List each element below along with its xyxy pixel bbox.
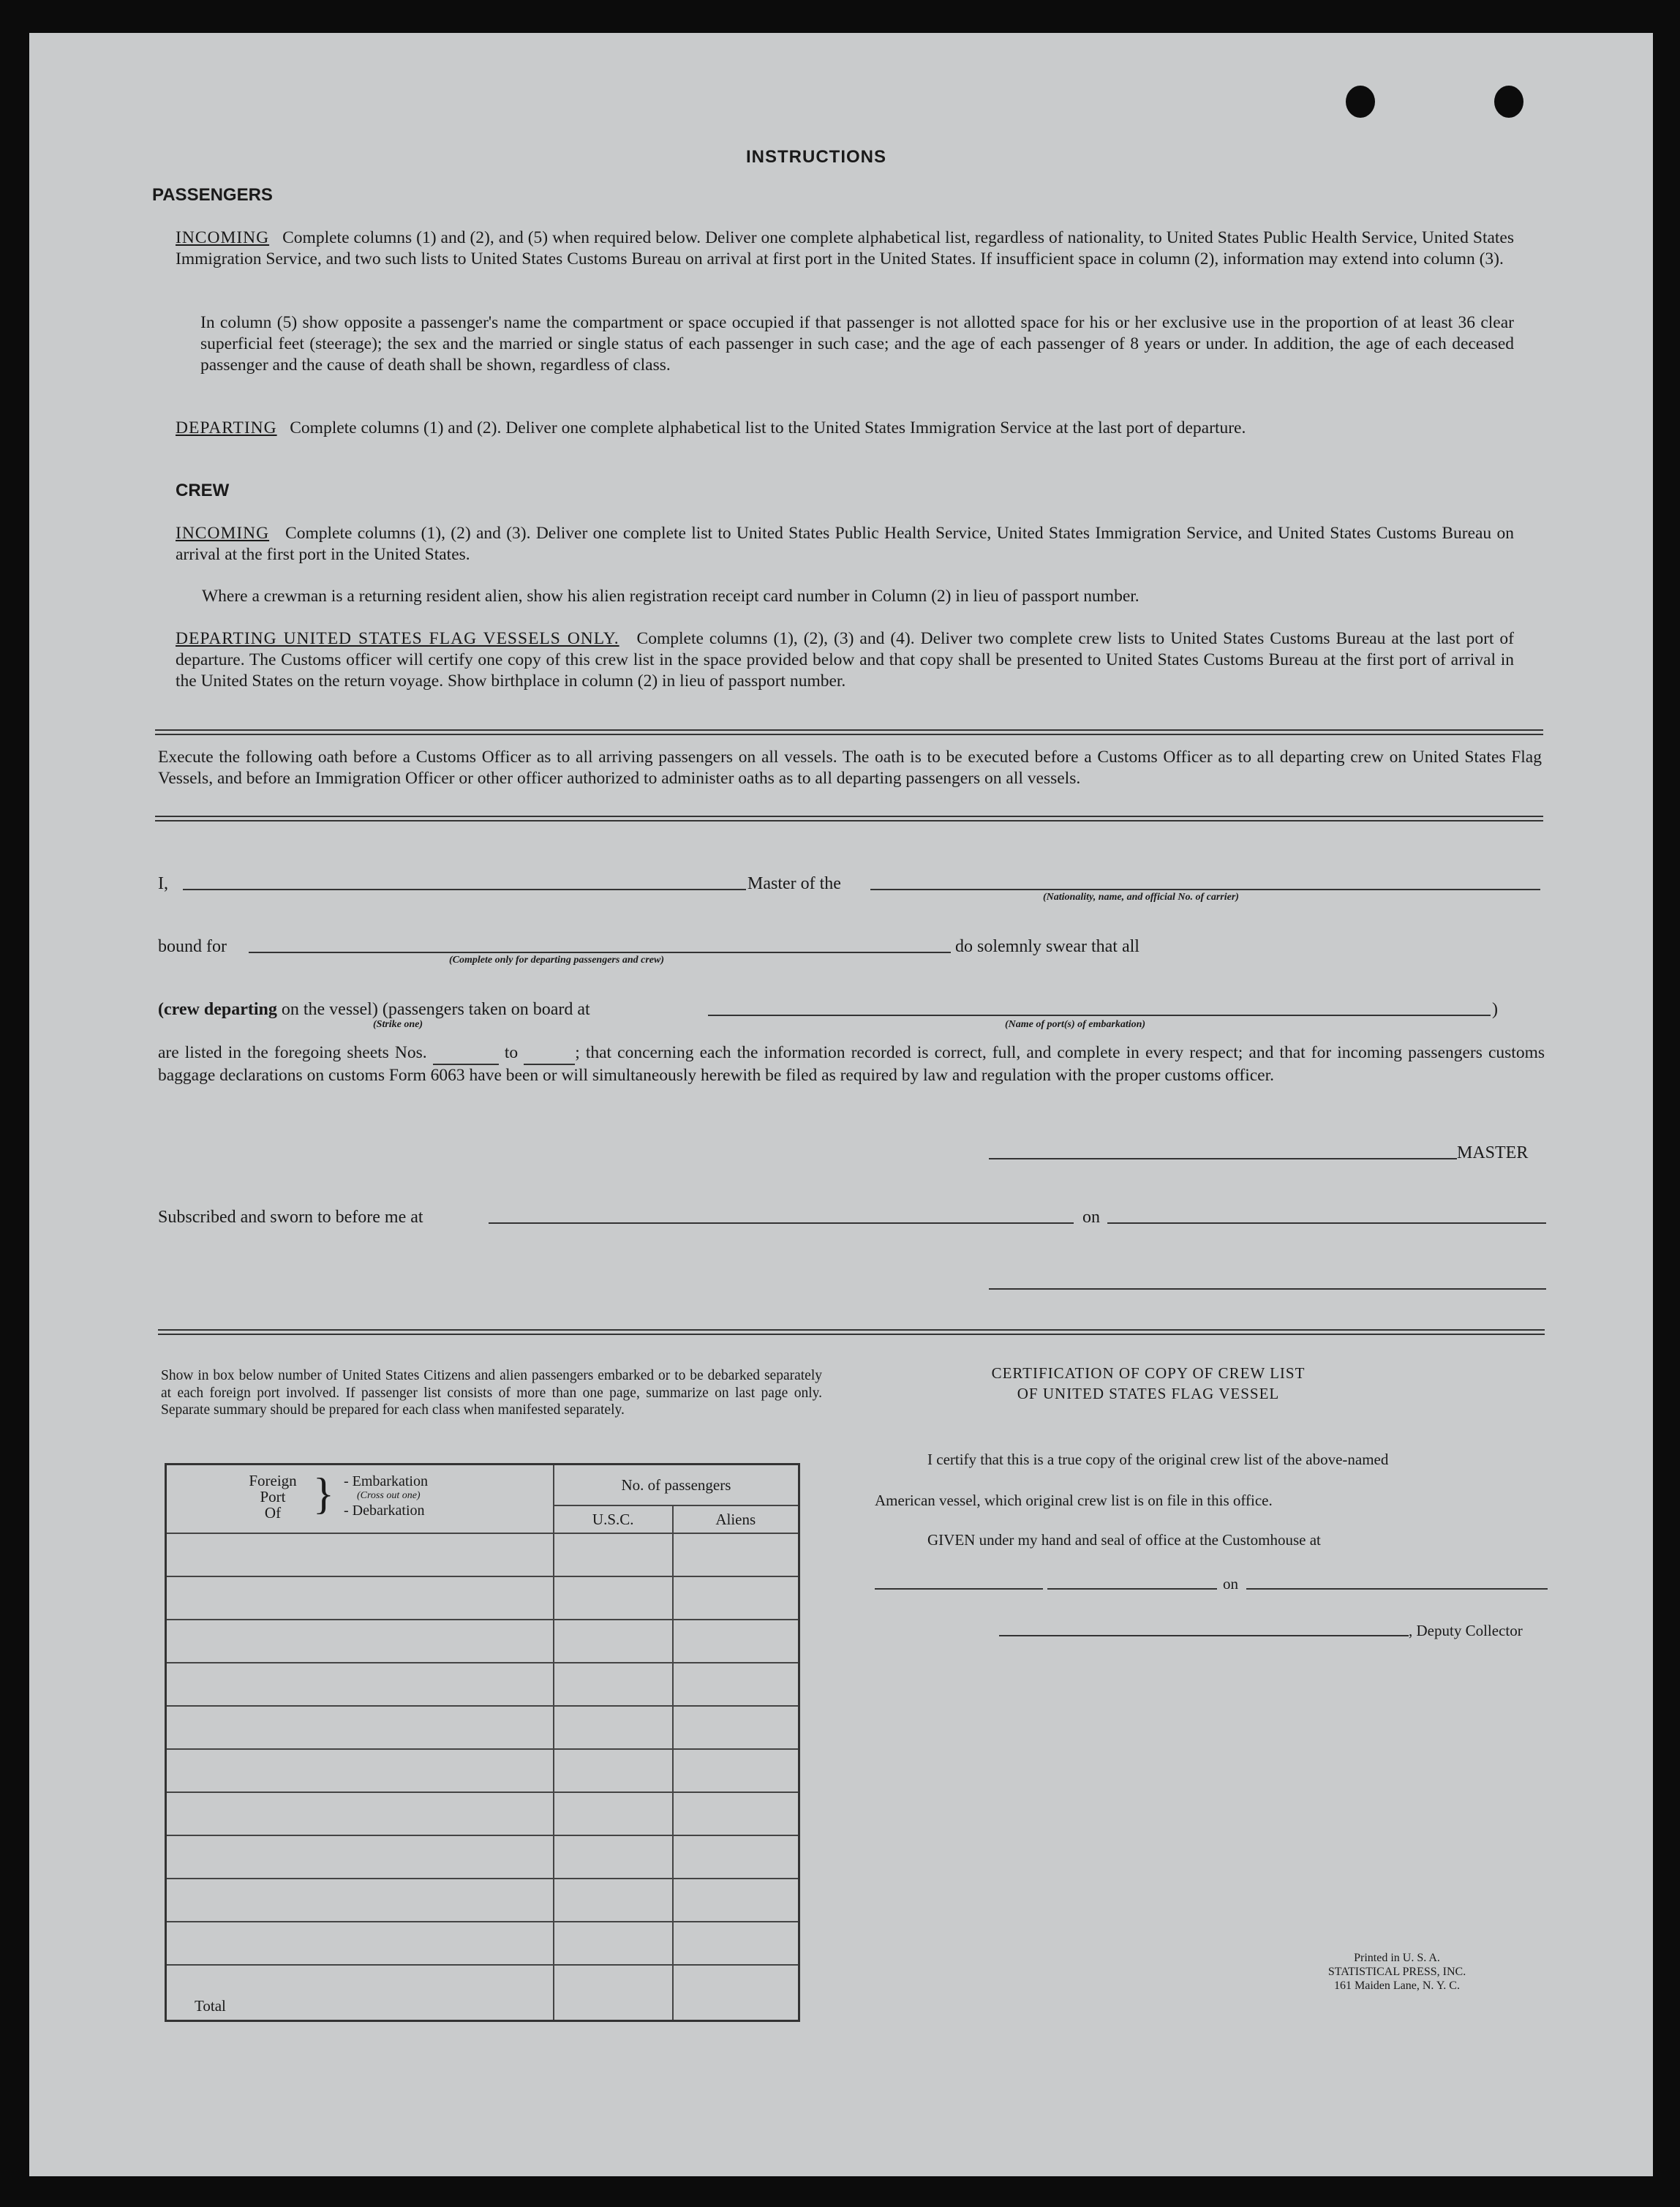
usc-cell[interactable] (554, 1706, 673, 1749)
listed-paragraph (158, 1042, 1545, 1086)
aliens-cell[interactable] (673, 1706, 799, 1749)
customhouse-field-2[interactable] (1047, 1588, 1217, 1590)
sheet-to-field[interactable] (524, 1042, 575, 1065)
of-label: Of (264, 1504, 282, 1522)
port-cell[interactable] (166, 1879, 554, 1922)
crew-incoming-label: INCOMING (176, 524, 270, 543)
certify-line1: I certify that this is a true copy of the original crew list of the above-named (927, 1451, 1389, 1468)
port-cell[interactable] (166, 1749, 554, 1792)
punch-hole (1494, 86, 1523, 118)
crew-passengers-line (158, 1000, 590, 1020)
listed-text-b: ; that concerning each the information recorded is correct, full, and complete in every respect; and that for incoming passengers customs baggage declarations on customs Form 6063 have been or will simultaneously herewith be filed as required by law and regulation with the proper customs officer. (158, 1043, 1545, 1085)
summary-note: Show in box below number of United States Citizens and alien passengers embarked or to be debarked separately at each foreign port involved. If passenger list consists of more than one page, summarize on last page only. Separate summary should be prepared for each class when manifested separately. (161, 1368, 822, 1418)
given-line: GIVEN under my hand and seal of office at the Customhouse at (927, 1531, 1321, 1549)
strike-hint: (Strike one) (373, 1019, 423, 1030)
column5-paragraph: In column (5) show opposite a passenger's name the compartment or space occupied if that passenger is not allotted space for his or her exclusive use in the proportion of at least 36 clear superficial feet (steerage); the sex and the married or single status of each passenger in such case; and the age of each passenger of 8 years or under. In addition, the age of each deceased passenger and the cause of death shall be shown, regardless of class. (200, 313, 1514, 375)
usc-cell[interactable] (554, 1620, 673, 1663)
table-row (166, 1533, 799, 1576)
divider (155, 734, 1543, 735)
divider (155, 729, 1543, 731)
passenger-summary-table (165, 1463, 800, 2022)
aliens-cell[interactable] (673, 1576, 799, 1620)
carrier-field[interactable] (870, 889, 1540, 890)
printer-line1: Printed in U. S. A. (1354, 1952, 1440, 1964)
swear-label: do solemnly swear that all (955, 937, 1140, 956)
usc-cell[interactable] (554, 1792, 673, 1835)
table-row (166, 1576, 799, 1620)
usc-cell[interactable] (554, 1749, 673, 1792)
usc-cell[interactable] (554, 1533, 673, 1576)
passengers-option: on the vessel) (passengers taken on board at (276, 1000, 590, 1019)
table-row (166, 1749, 799, 1792)
departing-text: Complete columns (1) and (2). Deliver one complete alphabetical list to the United States Immigration Service at the last port of departure. (290, 418, 1246, 437)
officer-signature-field[interactable] (989, 1288, 1546, 1290)
certification-title-line1: CERTIFICATION OF COPY OF CREW LIST (991, 1364, 1306, 1382)
usc-cell[interactable] (554, 1835, 673, 1879)
crew-incoming-text: Complete columns (1), (2) and (3). Deliver one complete list to United States Public Health Service, United States Immigration Service, and United States Customs Bureau on arrival at the first port in the United States. (176, 524, 1514, 564)
usc-header: U.S.C. (554, 1505, 673, 1533)
port-cell[interactable] (166, 1576, 554, 1620)
aliens-total-cell[interactable] (673, 1965, 799, 2021)
table-row (166, 1663, 799, 1706)
total-label: Total (166, 1965, 554, 2021)
cert-on-label: on (1223, 1575, 1238, 1593)
master-of-the-label: Master of the (747, 874, 841, 893)
printer-info (1273, 1951, 1521, 1993)
crew-departing-option: (crew departing (158, 1000, 277, 1019)
master-label: MASTER (1457, 1143, 1529, 1162)
port-hint: (Name of port(s) of embarkation) (1005, 1019, 1146, 1030)
aliens-cell[interactable] (673, 1922, 799, 1965)
certify-line2: American vessel, which original crew list is on file in this office. (875, 1492, 1273, 1509)
deputy-collector-label: , Deputy Collector (1409, 1622, 1523, 1639)
aliens-cell[interactable] (673, 1879, 799, 1922)
table-row (166, 1835, 799, 1879)
aliens-cell[interactable] (673, 1620, 799, 1663)
usc-total-cell[interactable] (554, 1965, 673, 2021)
master-name-field[interactable] (183, 889, 746, 890)
punch-hole (1346, 86, 1375, 118)
divider (158, 1334, 1545, 1335)
aliens-header: Aliens (673, 1505, 799, 1533)
subscribed-label: Subscribed and sworn to before me at (158, 1208, 423, 1227)
master-signature-field[interactable] (989, 1158, 1457, 1159)
listed-text-a: are listed in the foregoing sheets Nos. (158, 1043, 427, 1062)
departing-label: DEPARTING (176, 418, 277, 437)
embarkation-label: - Embarkation (344, 1473, 428, 1489)
foreign-label: Foreign (249, 1472, 297, 1489)
port-cell[interactable] (166, 1792, 554, 1835)
resident-alien-paragraph: Where a crewman is a returning resident alien, show his alien registration receipt card number in Column (2) in lieu of passport number. (202, 587, 1140, 606)
printer-line2: STATISTICAL PRESS, INC. (1327, 1966, 1466, 1978)
port-label: Port (260, 1488, 286, 1505)
port-cell[interactable] (166, 1706, 554, 1749)
table-row (166, 1879, 799, 1922)
divider (155, 816, 1543, 817)
divider (155, 820, 1543, 821)
aliens-cell[interactable] (673, 1749, 799, 1792)
port-cell[interactable] (166, 1835, 554, 1879)
page-title: INSTRUCTIONS (746, 147, 886, 167)
sworn-place-field[interactable] (489, 1222, 1074, 1224)
usc-cell[interactable] (554, 1576, 673, 1620)
port-cell[interactable] (166, 1533, 554, 1576)
crew-departing-text: Complete columns (1), (2), (3) and (4). Deliver two complete crew lists to United States Customs Bureau at the last port of departure. The Customs officer will certify one copy of this crew list in the space provided below and that copy shall be presented to United States Customs Bureau at the first port of arrival in the United States on the return voyage. Show birthplace in column (2) in lieu of passport number. (176, 629, 1514, 691)
incoming-text: Complete columns (1) and (2), and (5) when required below. Deliver one complete alphabetical list, regardless of nationality, to United States Public Health Service, United States Immigration Service, and two such lists to United States Customs Bureau on arrival at first port in the United States. If insufficient space in column (2), information may extend into column (3). (176, 228, 1515, 268)
certification-title-line2: OF UNITED STATES FLAG VESSEL (1017, 1385, 1280, 1402)
sheet-from-field[interactable] (433, 1042, 499, 1065)
port-header-cell (166, 1465, 554, 1534)
total-row (166, 1965, 799, 2021)
aliens-cell[interactable] (673, 1835, 799, 1879)
customhouse-field[interactable] (875, 1588, 1043, 1590)
usc-cell[interactable] (554, 1663, 673, 1706)
crew-heading: CREW (176, 481, 230, 500)
passengers-incoming-paragraph (176, 228, 1514, 270)
port-embarkation-field[interactable] (708, 1015, 1491, 1016)
debarkation-label: - Debarkation (344, 1503, 425, 1519)
oath-instruction: Execute the following oath before a Customs Officer as to all arriving passengers on all vessels. The oath is to be executed before a Customs Officer as to all departing crew on United States Flag Vessels, and before an Immigration Officer or other officer authorized to administer oaths as to all departing passengers on all vessels. (158, 748, 1542, 788)
port-cell[interactable] (166, 1922, 554, 1965)
listed-text-to: to (504, 1043, 519, 1062)
deputy-signature-field[interactable] (999, 1635, 1409, 1636)
cert-date-field[interactable] (1246, 1588, 1548, 1590)
port-cell[interactable] (166, 1663, 554, 1706)
aliens-cell[interactable] (673, 1533, 799, 1576)
printer-line3: 161 Maiden Lane, N. Y. C. (1334, 1979, 1460, 1992)
crew-incoming-paragraph (176, 523, 1514, 565)
on-label: on (1082, 1208, 1100, 1227)
table-row (166, 1792, 799, 1835)
port-cell[interactable] (166, 1620, 554, 1663)
sworn-date-field[interactable] (1107, 1222, 1546, 1224)
bound-for-field[interactable] (249, 952, 951, 953)
incoming-label: INCOMING (176, 228, 270, 247)
crew-departing-paragraph (176, 628, 1514, 692)
brace-glyph: } (313, 1470, 334, 1518)
usc-cell[interactable] (554, 1922, 673, 1965)
form-sheet (29, 33, 1653, 2176)
usc-cell[interactable] (554, 1879, 673, 1922)
bound-for-hint: (Complete only for departing passengers and crew) (449, 955, 664, 966)
oath-i-label: I, (158, 874, 168, 893)
divider (158, 1329, 1545, 1331)
table-row (166, 1706, 799, 1749)
aliens-cell[interactable] (673, 1663, 799, 1706)
aliens-cell[interactable] (673, 1792, 799, 1835)
bound-for-label: bound for (158, 937, 227, 956)
passengers-heading: PASSENGERS (152, 185, 273, 205)
passengers-departing-paragraph (176, 418, 1514, 439)
crew-departing-label: DEPARTING UNITED STATES FLAG VESSELS ONLY. (176, 629, 619, 648)
no-of-passengers-header: No. of passengers (554, 1465, 799, 1506)
carrier-hint: (Nationality, name, and official No. of carrier) (1043, 892, 1239, 903)
table-row (166, 1922, 799, 1965)
certification-title (892, 1363, 1404, 1404)
close-paren: ) (1492, 1000, 1498, 1019)
table-row (166, 1620, 799, 1663)
cross-out-hint: (Cross out one) (357, 1490, 421, 1501)
